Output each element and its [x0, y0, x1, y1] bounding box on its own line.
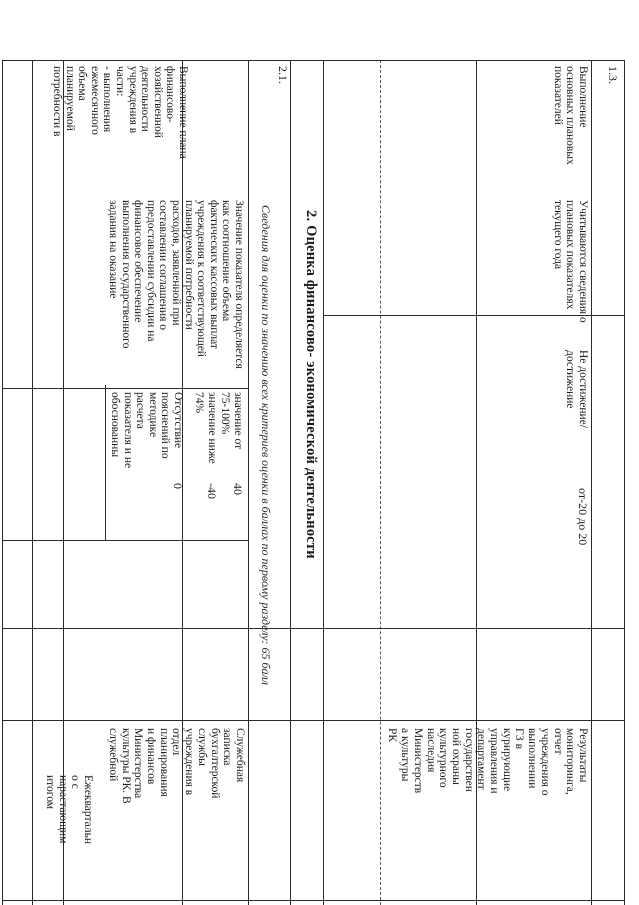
- table-rule: [591, 60, 592, 905]
- method-cell: Учитываются сведения о плановых показателях текущего года: [551, 200, 589, 323]
- points-cell: -40: [205, 483, 219, 499]
- table-rule: [624, 60, 625, 905]
- table-rule: [248, 60, 249, 905]
- source-cell: Результаты мониторинга, отчет учреждения о выполнении ГЗ в курирующие управления и департамент государствен ной охраны культурного наследия Министерств а культуры РК: [386, 728, 589, 796]
- criterion-cell: Отсутствие пояснений по методике расчета показателя и не обоснованны: [109, 392, 184, 469]
- criterion-cell: значение ниже 74%: [193, 392, 218, 464]
- criterion-cell: Не достижение/ достижение: [564, 350, 589, 428]
- table-rule: [32, 60, 33, 905]
- indicator-cell: Выполнение основных плановых показателей: [551, 66, 589, 165]
- method-cell: Значение показателя определяется как соотношение объема фактических кассовых выплат учреждения к соответствующей планируемой потребности расходов, заявленной при составлении соглашения о предоставлении субсидии на финансовое обеспечение выполнения государственного задания на оказание: [107, 200, 245, 369]
- points-cell: 0: [171, 483, 185, 489]
- section-heading: 2. Оценка финансово- экономической деятельности: [303, 210, 319, 559]
- source-cell: Служебная записка бухгалтерской службы учреждения в отдел планирования и финансов Министерства культуры РК. В служебной: [106, 728, 246, 804]
- frequency-cell: Ежеквартальн о с нарастающим итогом: [44, 775, 94, 844]
- criterion-cell: значение от 75-100%: [219, 392, 244, 450]
- table-rule: [290, 60, 291, 905]
- points-cell: 40: [231, 483, 245, 495]
- section-subtotal: Сведения для оценки по значению всех критериев оценки в баллах по первому разделу: 65 балл: [259, 205, 273, 685]
- indicator-cell: Выполнение плана финансово- хозяйственной деятельности учреждения в части: - выполнения ежемесячного объема планируемой потребности в: [51, 66, 189, 159]
- table-rule-dashed: [380, 60, 381, 905]
- table-rule: [2, 60, 3, 905]
- points-cell: от-20 до 20: [576, 488, 590, 546]
- row-number: 2.1.: [276, 66, 290, 84]
- table-rule: [3, 60, 625, 61]
- table-rule: [3, 900, 625, 901]
- row-number: 1.3.: [606, 66, 620, 84]
- table-rule: [105, 385, 106, 540]
- table-rule: [323, 60, 324, 905]
- table-rule: [3, 540, 249, 541]
